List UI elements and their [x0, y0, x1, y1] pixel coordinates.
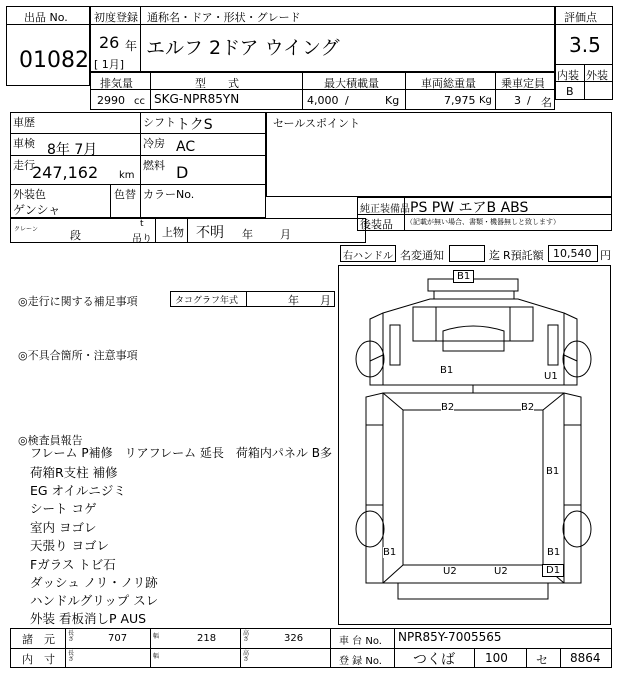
inspector-line: ハンドルグリップ スレ — [30, 593, 159, 608]
chassis-label: 車 台 No. — [339, 636, 382, 647]
exterior-grade-label: 外装 — [586, 69, 608, 82]
recycle-unit: 円 — [600, 249, 611, 262]
height-value: 326 — [284, 633, 304, 644]
model-label: 型 式 — [195, 77, 239, 90]
inspector-line: 外装 看板消しP AUS — [30, 611, 147, 626]
inner-length-label: 長さ — [68, 650, 75, 663]
car-name: エルフ 2ドア ウイング — [146, 37, 340, 59]
tacho-month-unit: 月 — [320, 294, 331, 307]
damage-tag: D1 — [542, 564, 564, 577]
damage-tag: B1 — [453, 270, 474, 283]
body-year-unit: 年 — [242, 228, 253, 241]
max-load-value: 4,000 — [307, 94, 339, 107]
body-label: 上物 — [162, 226, 184, 239]
recycle-value: 10,540 — [553, 247, 592, 260]
name-change-box — [449, 245, 485, 262]
lot-number: 01082 — [19, 48, 89, 73]
inspector-line: 荷箱R支柱 補修 — [30, 465, 118, 480]
era-year: 26 — [99, 33, 120, 52]
inspector-line: シート コゲ — [30, 501, 97, 516]
damage-tag: U2 — [443, 566, 457, 577]
inspector-label: ◎検査員報告 — [18, 434, 83, 447]
displacement-value: 2990 — [97, 94, 125, 107]
body-value: 不明 — [196, 225, 224, 241]
driving-notes-label: ◎走行に関する補足事項 — [18, 295, 138, 308]
damage-tag: B1 — [440, 365, 454, 376]
damage-tag: U2 — [494, 566, 508, 577]
year-unit: 年 — [125, 39, 138, 53]
crane-stage-unit: 段 — [70, 229, 81, 242]
first-reg-month: [ 1月] — [94, 58, 125, 71]
std-equipment-value: PS PW エアB ABS — [410, 200, 529, 216]
width-value: 218 — [197, 633, 217, 644]
width-label: 幅 — [153, 633, 160, 640]
defects-label: ◎不具合箇所・注意事項 — [18, 349, 138, 362]
lot-label: 出品 No. — [24, 11, 68, 24]
crane-ton-unit: t — [140, 219, 144, 229]
inner-width-label: 幅 — [153, 653, 160, 660]
shift-value: トクS — [176, 117, 213, 133]
gross-weight-label: 車両総重量 — [421, 77, 476, 90]
dimensions-label: 諸 元 — [22, 633, 55, 646]
damage-tag: B2 — [441, 402, 455, 413]
inspection-label: 車検 — [13, 137, 35, 150]
gross-weight-value: 7,975 — [444, 94, 476, 107]
inspector-line: フレーム P補修 リアフレーム 延長 荷箱内パネル B多 — [30, 446, 332, 460]
damage-tag: U1 — [544, 371, 558, 382]
reg-label: 登 録 No. — [339, 656, 382, 667]
max-load-label: 最大積載量 — [324, 77, 379, 90]
fuel-label: 燃料 — [143, 159, 165, 172]
capacity-label: 乗車定員 — [501, 77, 545, 90]
std-equipment-label: 純正装備品 — [360, 204, 410, 215]
chassis-number: NPR85Y-7005565 — [398, 630, 502, 644]
body-month-unit: 月 — [280, 228, 291, 241]
inspection-value: 8年 7月 — [47, 142, 98, 158]
inspector-line: ダッシュ ノリ・ノリ跡 — [30, 575, 158, 590]
model-code: SKG-NPR85YN — [154, 92, 240, 106]
handle-label: 右ハンドル — [343, 251, 393, 262]
shift-label: シフト — [143, 116, 176, 129]
length-label: 長さ — [68, 630, 75, 643]
inspector-line: 室内 ヨゴレ — [30, 520, 97, 535]
gross-weight-unit: Kg — [479, 95, 492, 106]
height-label: 高さ — [243, 630, 250, 643]
first-reg-label: 初度登録 — [94, 11, 138, 24]
mileage-value: 247,162 — [32, 163, 99, 182]
crane-label: クレーン — [14, 226, 38, 233]
inspector-line: 天張り ヨゴレ — [30, 538, 109, 553]
inspector-line: Fガラス トビ石 — [30, 557, 116, 572]
ac-value: AC — [176, 139, 196, 155]
car-name-label: 通称名・ドア・形状・グレード — [147, 11, 301, 24]
capacity-unit: 名 — [541, 96, 552, 109]
reg-area: つくば — [413, 652, 455, 668]
mileage-unit: km — [119, 170, 135, 181]
ac-label: 冷房 — [143, 137, 165, 150]
interior-dim-label: 内 寸 — [22, 653, 55, 666]
recycle-label: R預託額 — [503, 249, 544, 262]
crane-box — [10, 218, 366, 243]
damage-tag: B2 — [521, 402, 535, 413]
history-label: 車歴 — [13, 116, 35, 129]
color-change-label: 色替 — [114, 188, 136, 201]
inner-height-label: 高さ — [243, 650, 250, 663]
fuel-value: D — [176, 163, 189, 182]
interior-grade-label: 内装 — [557, 69, 579, 82]
tax-label: 迄 — [489, 249, 500, 262]
reg-class: 100 — [485, 651, 508, 665]
tacho-year-unit: 年 — [288, 294, 299, 307]
max-load-sep: / — [345, 94, 349, 107]
ext-color-value: ゲンシャ — [13, 203, 61, 217]
rating-score: 3.5 — [569, 33, 601, 57]
capacity-sep: / — [527, 94, 531, 107]
capacity-value: 3 — [514, 94, 521, 107]
interior-grade: B — [566, 85, 574, 98]
truck-diagram — [338, 265, 611, 625]
aftermarket-note: （記載が無い場合、書類・機器無しと致します） — [406, 218, 560, 226]
damage-tag: B1 — [547, 547, 561, 558]
inspector-line: EG オイルニジミ — [30, 483, 126, 498]
tacho-label: タコグラフ年式 — [175, 296, 239, 306]
damage-tag: B1 — [546, 466, 560, 477]
ext-color-label: 外装色 — [13, 188, 46, 201]
mileage-label: 走行 — [13, 159, 35, 172]
max-load-unit: Kg — [385, 94, 400, 107]
length-value: 707 — [108, 633, 128, 644]
displacement-label: 排気量 — [100, 77, 133, 90]
rating-label: 評価点 — [564, 11, 597, 24]
reg-kana: セ — [536, 653, 549, 667]
reg-number: 8864 — [570, 651, 601, 665]
crane-lift-label: 吊り — [132, 234, 152, 245]
displacement-unit: cc — [134, 96, 145, 107]
damage-tag: B1 — [383, 547, 397, 558]
sales-point-label: セールスポイント — [273, 117, 361, 130]
color-no-label: カラーNo. — [143, 188, 195, 201]
name-change-label: 名変通知 — [400, 249, 444, 262]
aftermarket-label: 後装品 — [360, 218, 393, 231]
